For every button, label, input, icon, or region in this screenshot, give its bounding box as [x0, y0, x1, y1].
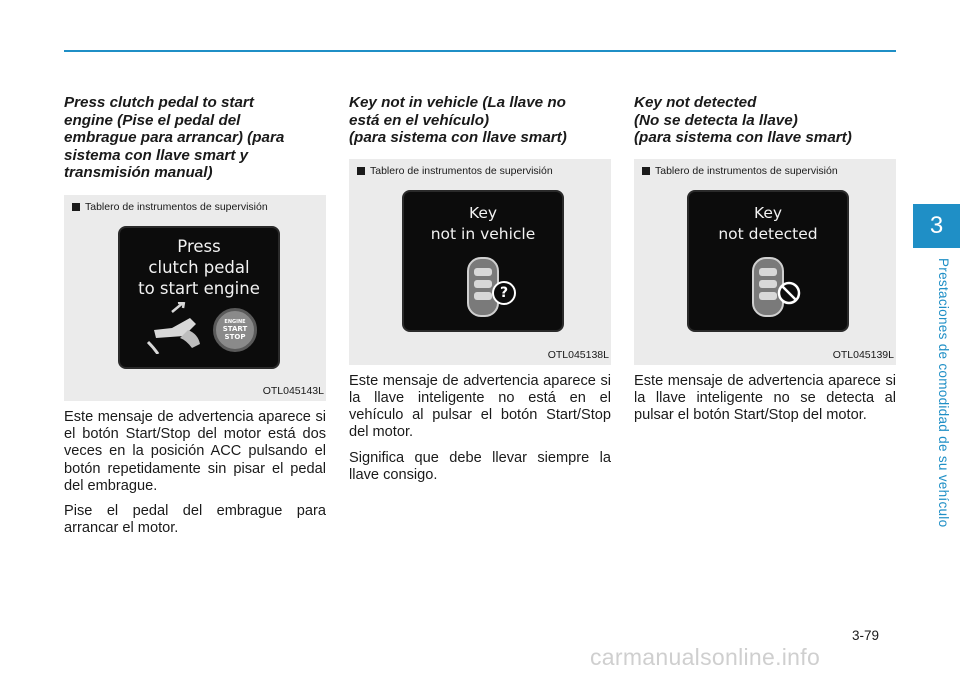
bullet-square-icon [72, 203, 80, 211]
figure-caption: Tablero de instrumentos de supervisión [642, 165, 838, 177]
cluster-screen [687, 190, 849, 332]
section-heading: Key not detected (No se detecta la llave) (para sistema con llave smart) [634, 94, 852, 147]
clutch-pedal-icon [144, 302, 212, 354]
section-heading: Press clutch pedal to start engine (Pise el pedal del embrague para arrancar) (para sistema con llave smart y transmisión manual) [64, 94, 285, 182]
cluster-screen [118, 226, 280, 369]
screen-message: Key not detected [718, 203, 818, 243]
bullet-square-icon [357, 167, 365, 175]
section-heading: Key not in vehicle (La llave no está en el vehículo) (para sistema con llave smart) [349, 94, 567, 147]
section-body [634, 373, 896, 425]
paragraph: Significa que debe llevar siempre la llave consigo. [349, 449, 611, 483]
cluster-screen [402, 190, 564, 332]
section-key-not-in-vehicle [349, 94, 611, 492]
page-number: 3-79 [852, 628, 880, 643]
bullet-square-icon [642, 167, 650, 175]
watermark: carmanualsonline.info [590, 644, 821, 670]
figure-caption: Tablero de instrumentos de supervisión [72, 201, 268, 213]
screen-message: Press clutch pedal to start engine [138, 236, 260, 298]
paragraph: Este mensaje de advertencia aparece si la llave inteligente no está en el vehículo al pulsar el botón Start/Stop del motor. [349, 372, 611, 441]
figure-caption: Tablero de instrumentos de supervisión [357, 165, 553, 177]
figure-code: OTL045138L [547, 348, 609, 361]
paragraph: Este mensaje de advertencia aparece si el botón Start/Stop del motor está dos veces en la posición ACC pulsando el botón repetidamente sin pisar el pedal del embrague. [64, 408, 326, 494]
cluster-figure [349, 159, 611, 365]
engine-start-stop-button-icon: ENGINE START STOP [213, 308, 257, 352]
figure-code: OTL045143L [262, 384, 324, 397]
top-rule [64, 50, 896, 52]
section-body [64, 409, 326, 537]
section-body [349, 373, 611, 484]
chapter-title: Prestaciones de comodidad de su vehículo [936, 258, 951, 528]
paragraph: Este mensaje de advertencia aparece si la llave inteligente no se detecta al pulsar el botón Start/Stop del motor. [634, 372, 896, 424]
cluster-figure [64, 195, 326, 401]
figure-code: OTL045139L [832, 348, 894, 361]
section-key-not-detected [634, 94, 896, 432]
chapter-number-tab: 3 [913, 204, 960, 248]
prohibited-icon [777, 281, 801, 305]
question-mark-icon: ? [492, 281, 516, 305]
section-clutch [64, 94, 326, 545]
screen-message: Key not in vehicle [430, 203, 536, 243]
paragraph: Pise el pedal del embrague para arrancar el motor. [64, 502, 326, 537]
cluster-figure [634, 159, 896, 365]
